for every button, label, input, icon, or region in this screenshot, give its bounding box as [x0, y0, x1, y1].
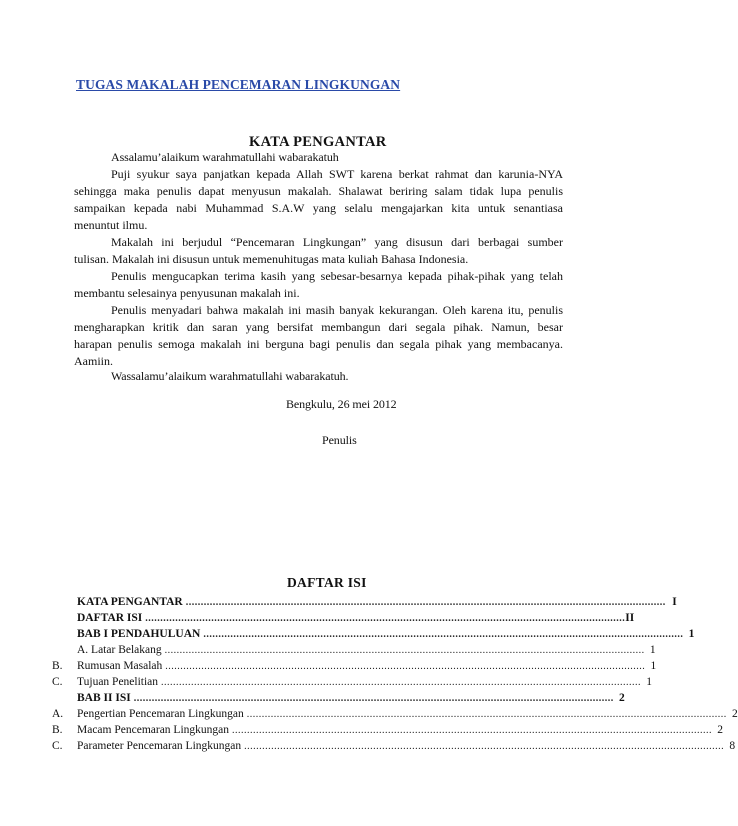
- paragraph-line: sampaikan kepada nabi Muhammad S.A.W yang selalu mengajarkan kita untuk senantiasa: [74, 201, 563, 215]
- toc-leader: ................................................................................................................................................................: [246, 709, 727, 720]
- toc-label: Pengertian Pencemaran Lingkungan: [77, 708, 244, 720]
- document-title-link[interactable]: TUGAS MAKALAH PENCEMARAN LINGKUNGAN: [76, 77, 401, 92]
- toc-entry: [77, 674, 653, 690]
- toc-page: II: [625, 612, 635, 624]
- toc-page: 1: [649, 644, 656, 656]
- toc-leader: ................................................................................................................................................................: [161, 677, 642, 688]
- toc-marker: C.: [52, 740, 63, 752]
- greeting-line: Assalamu’alaikum warahmatullahi wabarakatuh: [111, 150, 339, 164]
- paragraph-line: Penulis mengucapkan terima kasih yang sebesar-besarnya kepada pihak-pihak yang telah: [111, 269, 563, 283]
- paragraph-line: membantu selesainya penyusunan makalah ini.: [74, 286, 300, 300]
- place-date: Bengkulu, 26 mei 2012: [286, 397, 397, 411]
- closing-greeting: Wassalamu’alaikum warahmatullahi wabarakatuh.: [111, 369, 349, 383]
- toc-leader: ................................................................................................................................................................: [244, 741, 725, 752]
- toc-leader: ................................................................................................................................................................: [232, 725, 712, 736]
- toc-label: KATA PENGANTAR: [77, 596, 183, 608]
- toc-page: 1: [650, 660, 657, 672]
- paragraph-line: sehingga maka penulis dapat menyusun makalah. Shalawat beriring salam tidak lupa penulis: [74, 184, 563, 198]
- toc-entry: [77, 626, 695, 642]
- toc-marker: B.: [52, 724, 63, 736]
- toc-entry: [77, 690, 625, 706]
- toc-entry: [77, 722, 723, 738]
- toc-label: BAB II ISI: [77, 692, 131, 704]
- toc-entry: [77, 642, 656, 658]
- paragraph-line: Penulis menyadari bahwa makalah ini masih banyak kekurangan. Oleh karena itu, penulis: [111, 303, 563, 317]
- daftar-isi-heading: DAFTAR ISI: [287, 575, 367, 590]
- toc-marker: C.: [52, 676, 63, 688]
- toc-marker: A.: [52, 708, 64, 720]
- toc-leader: ................................................................................................................................................................: [185, 597, 666, 608]
- toc-label: BAB I PENDAHULUAN: [77, 628, 201, 640]
- toc-entry: [77, 658, 657, 674]
- toc-page: 2: [618, 692, 625, 704]
- paragraph-line: menuntut ilmu.: [74, 218, 148, 232]
- kata-pengantar-heading: KATA PENGANTAR: [249, 134, 387, 150]
- paragraph-line: Aamiin.: [74, 354, 113, 368]
- toc-page: 8: [729, 740, 736, 752]
- toc-entry: [77, 594, 677, 610]
- toc-leader: ................................................................................................................................................................: [164, 645, 645, 656]
- paragraph-line: harapan penulis semoga makalah ini berguna bagi penulis dan segala pihak yang membacanya.: [74, 337, 563, 351]
- toc-marker: B.: [52, 660, 63, 672]
- toc-page: 1: [646, 676, 653, 688]
- toc-page: 1: [688, 628, 695, 640]
- toc-entry: [77, 706, 738, 722]
- toc-label: Tujuan Penelitian: [77, 676, 159, 688]
- toc-page: 2: [731, 708, 738, 720]
- toc-label: Macam Pencemaran Lingkungan: [77, 724, 229, 736]
- toc-leader: ................................................................................................................................................................: [165, 661, 646, 672]
- toc-page: 2: [717, 724, 723, 736]
- paragraph-line: mengharapkan kritik dan saran yang bersifat membangun dari segala pihak. Namun, besar: [74, 320, 563, 334]
- toc-label: Parameter Pencemaran Lingkungan: [77, 740, 242, 752]
- toc-leader: ................................................................................................................................................................: [133, 693, 614, 704]
- toc-leader: ................................................................................................................................................................: [203, 629, 684, 640]
- toc-label: A. Latar Belakang: [77, 644, 162, 656]
- toc-label: DAFTAR ISI: [77, 612, 143, 624]
- paragraph-line: Puji syukur saya panjatkan kepada Allah SWT karena berkat rahmat dan karunia-NYA: [111, 167, 563, 181]
- paragraph-line: Makalah ini berjudul “Pencemaran Lingkungan” yang disusun dari berbagai sumber: [111, 235, 563, 249]
- paragraph-line: tulisan. Makalah ini disusun untuk memenuhitugas mata kuliah Bahasa Indonesia.: [74, 252, 469, 266]
- toc-label: Rumusan Masalah: [77, 660, 163, 672]
- signature-label: Penulis: [322, 433, 357, 447]
- toc-leader: ................................................................................................................................................................: [145, 613, 626, 624]
- toc-entry: [77, 610, 635, 626]
- toc-page: I: [672, 596, 677, 608]
- toc-entry: [77, 738, 736, 754]
